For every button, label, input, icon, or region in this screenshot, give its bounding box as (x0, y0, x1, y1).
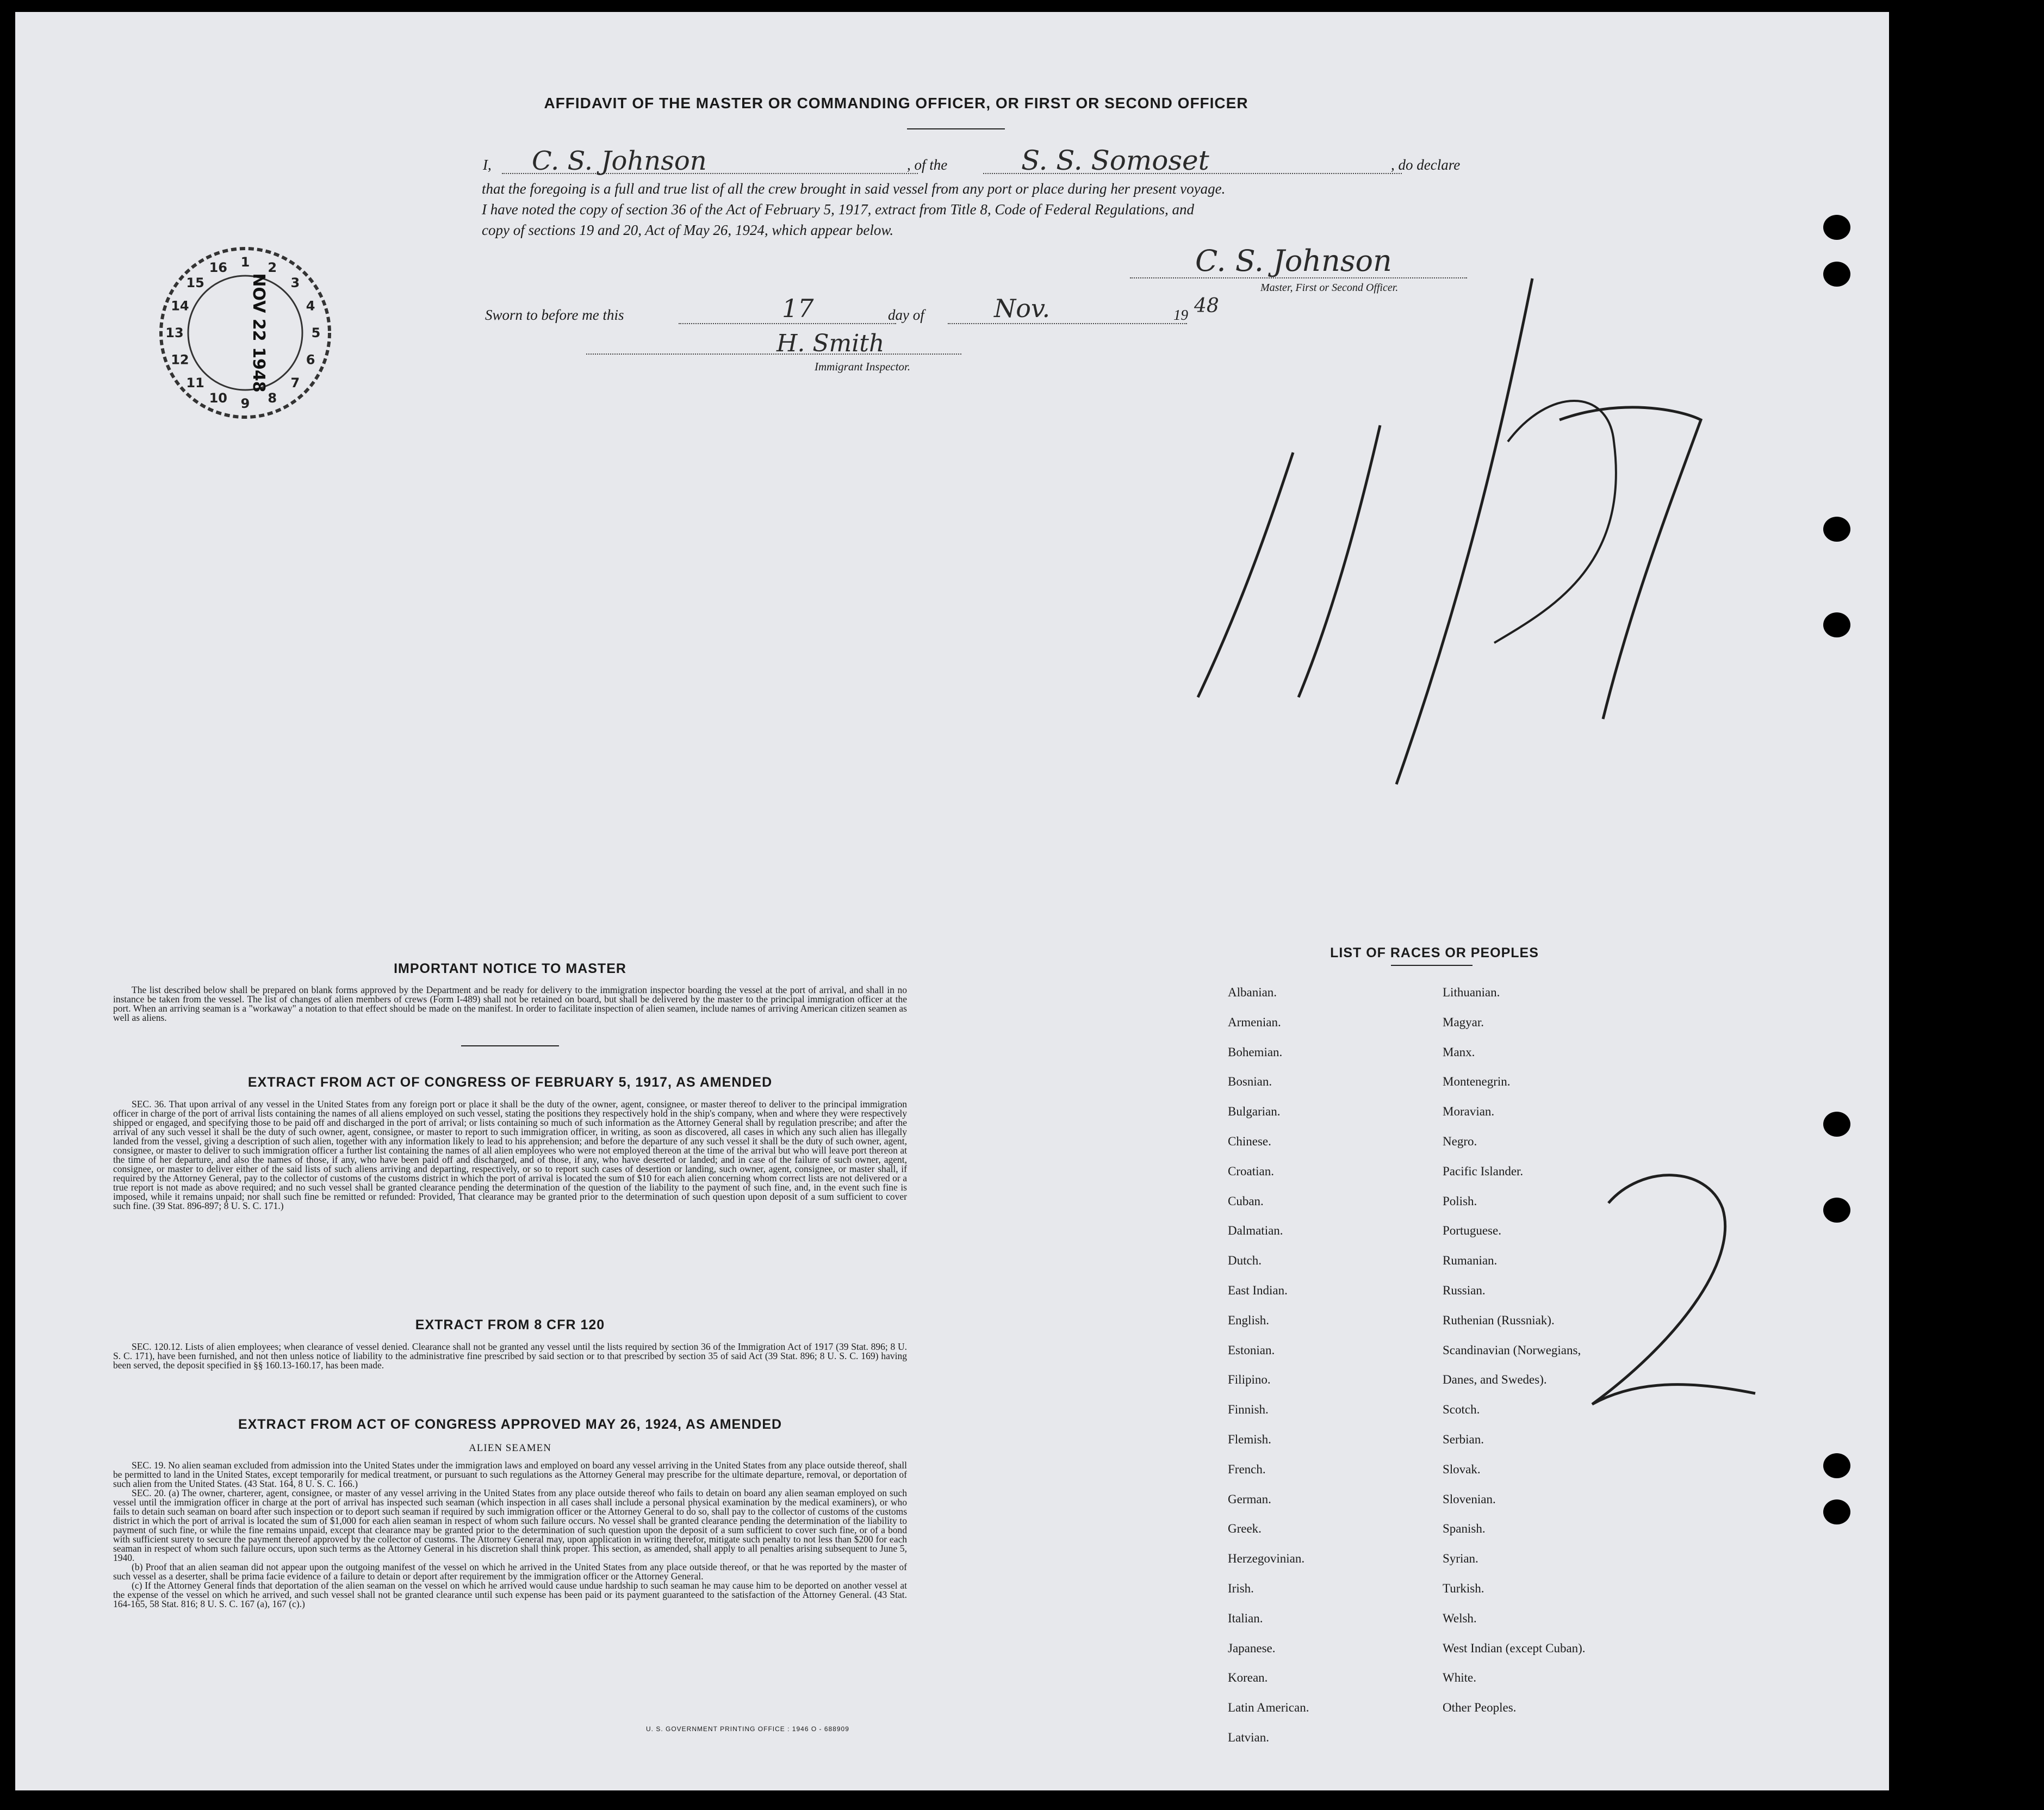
handwritten-number-1117 (1157, 262, 1782, 795)
race-item: Manx. (1443, 1045, 1475, 1059)
race-item: Serbian. (1443, 1432, 1484, 1446)
day-line (679, 323, 896, 324)
race-item: Bohemian. (1228, 1045, 1283, 1059)
inspector-line (586, 354, 961, 355)
sec-20b-paragraph: (b) Proof that an alien seaman did not appear upon the outgoing manifest of the vessel on which he arrived in the United States from any place outside thereof, or that he was reported by the master of such vessel as a deserter, shall be prima facie evidence of a failure to detain or deport after requirement by the immigration officer or the Attorney General. (113, 1561, 907, 1582)
race-item: Scandinavian (Norwegians, (1443, 1343, 1581, 1357)
notice-text (113, 985, 907, 1022)
race-item: Slovak. (1443, 1462, 1481, 1476)
stamp-ring-number: 3 (290, 275, 300, 291)
race-item: East Indian. (1228, 1283, 1288, 1297)
sworn-label: Sworn to before me this (485, 307, 624, 323)
sec-36-paragraph: SEC. 36. That upon arrival of any vessel in the United States from any foreign port or place it shall be the duty of the owner, agent, consignee, or master thereof to deliver to the principal immigration officer in charge of the port of arrival lists containing the names of all aliens employed on such vessel, stating the positions they respectively hold in the ship's company, when and where they were respectively shipped or engaged, and specifying those to be paid off and discharged in the port of arrival; or lists containing so much of such information as the Attorney General shall by regulation prescribe; and after the arrival of any such vessel it shall be the duty of such owner, agent, consignee, or master to report to such immigration officer, in writing, as soon as discovered, all cases in which any such alien has illegally landed from the vessel, giving a description of such alien, together with any information likely to lead to his apprehension; and before the departure of any such vessel it shall be the duty of such owner, agent, consignee, or master to deliver to such immigration officer a further list containing the names of all alien employees who were not employed thereon at the time of the arrival but who will leave port thereon at the time of her departure, and also the names of those, if any, who have been paid off and discharged, and of those, if any, who have deserted or landed; and in case of the failure of such owner, agent, consignee, or master to deliver either of the said lists of such aliens arriving and departing, respectively, or so to report such cases of desertion or landing, such owner, agent, consignee, or master shall, if required by the Attorney General, pay to the collector of customs of the customs district in which the port of arrival is located the sum of $10 for each alien concerning whom correct lists are not delivered or a true report is not made as above required; and no such vessel shall be granted clearance pending the determination of the question of the liability to the payment of such fine, and, in the event such fine is imposed, while it remains unpaid; nor shall such fine be remitted or refunded: Provided, That clearance may be granted prior to the determination of such question upon deposit of a sum sufficient to cover such fine. (39 Stat. 896-897; 8 U. S. C. 171.) (113, 1099, 907, 1211)
race-item: Estonian. (1228, 1343, 1275, 1357)
race-item: Montenegrin. (1443, 1075, 1511, 1089)
affidavit-do-declare: , do declare (1391, 157, 1461, 173)
race-item: Scotch. (1443, 1403, 1480, 1417)
race-item: Bosnian. (1228, 1075, 1272, 1089)
race-item: Italian. (1228, 1611, 1263, 1625)
affidavit-i-label: I, (483, 157, 492, 173)
notice-paragraph: The list described below shall be prepared on blank forms approved by the Department and be ready for delivery to the immigration inspector boarding the vessel at the port of arrival, and shall in no instance be taken from the vessel. The list of changes of alien members of crews (Form I-489) shall not be retained on board, but shall be delivered by the master to the principal immigration officer at the port. When an arriving seaman is a "workaway" a notation to that effect should be made on the manifest. In order to facilitate inspection of alien seamen, include names of arriving American citizen seamen as well as aliens. (113, 984, 907, 1023)
affidavit-line-3: I have noted the copy of section 36 of the Act of February 5, 1917, extract from Title 8, Code of Federal Regulations, and (482, 201, 1195, 218)
race-item: Korean. (1228, 1671, 1268, 1685)
race-item: Moravian. (1443, 1105, 1495, 1119)
race-item: Dalmatian. (1228, 1224, 1283, 1238)
race-item: Portuguese. (1443, 1224, 1501, 1238)
inspector-signature: H. Smith (776, 330, 885, 357)
stamp-ring-number: 9 (240, 396, 250, 411)
extract-1924-text (113, 1461, 907, 1609)
race-item: White. (1443, 1671, 1476, 1685)
race-item: Slovenian. (1443, 1492, 1496, 1506)
handwritten-mark-2 (1576, 1170, 1766, 1421)
races-column-1 (1228, 985, 1309, 1761)
race-item: Japanese. (1228, 1641, 1276, 1655)
punch-hole (1823, 1198, 1850, 1223)
stamp-ring-number: 7 (290, 375, 300, 390)
manifest-page (15, 12, 1889, 1790)
race-item: Filipino. (1228, 1373, 1271, 1387)
race-item: Russian. (1443, 1283, 1486, 1297)
race-item: English. (1228, 1313, 1270, 1327)
race-item: Syrian. (1443, 1552, 1478, 1566)
race-item: Croatian. (1228, 1164, 1274, 1178)
race-item: Finnish. (1228, 1403, 1269, 1417)
punch-hole (1823, 517, 1850, 542)
race-item: Turkish. (1443, 1581, 1484, 1595)
race-item: Irish. (1228, 1581, 1254, 1595)
affidavit-title: AFFIDAVIT OF THE MASTER OR COMMANDING OFFICER, OR FIRST OR SECOND OFFICER (544, 95, 1248, 111)
race-item: Latvian. (1228, 1730, 1269, 1744)
race-item: West Indian (except Cuban). (1443, 1641, 1586, 1655)
punch-hole (1823, 612, 1850, 637)
races-title: LIST OF RACES OR PEOPLES (1330, 945, 1539, 960)
races-column-2 (1443, 985, 1586, 1731)
race-item: Negro. (1443, 1134, 1477, 1148)
stamp-ring-number: 16 (209, 259, 228, 275)
immigration-date-stamp (156, 243, 335, 423)
race-item: Greek. (1228, 1522, 1262, 1536)
race-item: Cuban. (1228, 1194, 1264, 1208)
race-item: Welsh. (1443, 1611, 1477, 1625)
race-item: Herzegovinian. (1228, 1552, 1305, 1566)
race-item: French. (1228, 1462, 1266, 1476)
stamp-ring-number: 12 (171, 352, 189, 368)
race-item: German. (1228, 1492, 1271, 1506)
stamp-ring-number: 4 (306, 298, 315, 314)
affidavit-of-the: , of the (907, 157, 948, 173)
stamp-ring-number: 5 (311, 325, 321, 340)
race-item: Magyar. (1443, 1015, 1484, 1029)
races-rule (1391, 965, 1473, 966)
race-item: Bulgarian. (1228, 1105, 1281, 1119)
extract-1917-title: EXTRACT FROM ACT OF CONGRESS OF FEBRUARY 5, 1917, AS AMENDED (247, 1075, 773, 1090)
punch-hole (1823, 1112, 1850, 1137)
stamp-ring-number: 15 (186, 275, 204, 291)
alien-seamen-subtitle: ALIEN SEAMEN (469, 1442, 551, 1454)
inspector-caption: Immigrant Inspector. (815, 360, 911, 373)
affidavit-line-4: copy of sections 19 and 20, Act of May 26, 1924, which appear below. (482, 222, 894, 238)
signature-caption: Master, First or Second Officer. (1260, 282, 1399, 294)
race-item: Flemish. (1228, 1432, 1271, 1446)
master-signature: C. S. Johnson (1195, 244, 1392, 278)
sworn-month: Nov. (994, 294, 1051, 323)
punch-hole (1823, 1453, 1850, 1478)
punch-hole (1823, 215, 1850, 240)
stamp-ring-number: 6 (306, 352, 315, 368)
race-item: Latin American. (1228, 1701, 1309, 1715)
sec-20c-paragraph: (c) If the Attorney General finds that deportation of the alien seaman on the vessel on which he arrived would cause undue hardship to such seaman he may cause him to be deported on another vessel at the expense of the vessel on which he arrived, and such vessel shall not be granted clearance until such expense has been paid or its payment guaranteed to the satisfaction of the Attorney General. (43 Stat. 164-165, 58 Stat. 816; 8 U. S. C. 167 (a), 167 (c).) (113, 1580, 907, 1609)
notice-rule (461, 1045, 559, 1046)
stamp-ring-number: 11 (186, 375, 204, 390)
day-of-label: day of (888, 307, 924, 323)
race-item: Danes, and Swedes). (1443, 1373, 1547, 1387)
race-item: Armenian. (1228, 1015, 1281, 1029)
race-item: Lithuanian. (1443, 985, 1500, 999)
race-item: Dutch. (1228, 1254, 1262, 1268)
race-item: Pacific Islander. (1443, 1164, 1524, 1178)
race-item: Ruthenian (Russniak). (1443, 1313, 1555, 1327)
stamp-ring-number: 2 (268, 259, 277, 275)
vessel-name-handwritten: S. S. Somoset (1021, 145, 1209, 176)
sec-20a-paragraph: SEC. 20. (a) The owner, charterer, agent, consignee, or master of any vessel arriving in the United States from any place outside thereof who fails to detain on board any alien seaman employed on such vessel until the immigration officer in charge at the port of arrival has inspected such seaman (which inspection in all cases shall include a personal physical examination by the medical examiners), or who fails to detain such seaman on board after such inspection or to deport such seaman if required by such immigration officer or the Attorney General to do so, shall pay to the collector of customs of the customs district in which the port of arrival is located the sum of $1,000 for each alien seaman in respect of whom such failure occurs. No vessel shall be granted clearance pending the determination of the liability to payment of such fine, or while the fine remains unpaid, except that clearance may be granted prior to the determination of such question upon the deposit of a sum sufficient to cover such fine, or of a bond with sufficient surety to secure the payment thereof approved by the collector of customs. The Attorney General may, upon application in writing therefor, mitigate such penalty to not less than $200 for each seaman in respect of whom such failure occurs, upon such terms as the Attorney General in his discretion shall think proper. This section, as amended, shall apply to all penalties arising subsequent to June 5, 1940. (113, 1487, 907, 1563)
extract-1917-text (113, 1100, 907, 1211)
race-item: Albanian. (1228, 985, 1277, 999)
printer-imprint: U. S. GOVERNMENT PRINTING OFFICE : 1946 O - 688909 (646, 1725, 849, 1733)
race-item: Spanish. (1443, 1522, 1486, 1536)
notice-title: IMPORTANT NOTICE TO MASTER (394, 961, 626, 976)
race-item: Chinese. (1228, 1134, 1271, 1148)
month-line (948, 323, 1187, 324)
stamp-ring-number: 1 (240, 255, 250, 270)
sworn-day: 17 (782, 294, 814, 323)
race-item: Other Peoples. (1443, 1701, 1517, 1715)
stamp-ring-number: 8 (268, 390, 277, 406)
affidavit-line-2: that the foregoing is a full and true list of all the crew brought in said vessel from any port or place during her present voyage. (482, 181, 1226, 197)
sec-19-paragraph: SEC. 19. No alien seaman excluded from admission into the United States under the immigration laws and employed on board any vessel arriving in the United States from any place outside thereof, shall be permitted to land in the United States, except temporarily for medical treatment, or pursuant to such regulations as the Attorney General may prescribe for the ultimate departure, removal, or deportation of such alien from the United States. (43 Stat. 164, 8 U. S. C. 166.) (113, 1460, 907, 1489)
punch-hole (1823, 262, 1850, 287)
master-name-handwritten: C. S. Johnson (532, 146, 707, 176)
punch-hole (1823, 1499, 1850, 1524)
extract-1924-title: EXTRACT FROM ACT OF CONGRESS APPROVED MAY 26, 1924, AS AMENDED (238, 1417, 782, 1432)
extract-cfr-text (113, 1342, 907, 1370)
sec-120-12-paragraph: SEC. 120.12. Lists of alien employees; when clearance of vessel denied. Clearance shall not be granted any vessel until the lists required by section 36 of the Immigration Act of 1917 (39 Stat. 896; 8 U. S. C. 171), have been furnished, and not then unless notice of liability to the administrative fine prescribed by said section or to that prescribed by section 35 of said Act (39 Stat. 896; 8 U. S. C. 169) having been served, the deposit specified in §§ 160.13-160.17, has been made. (113, 1341, 907, 1371)
stamp-ring-number: 10 (209, 390, 228, 406)
title-rule (907, 128, 1005, 129)
stamp-date: NOV 22 1948 (249, 273, 268, 393)
extract-cfr-title: EXTRACT FROM 8 CFR 120 (415, 1317, 605, 1332)
stamp-ring-number: 13 (165, 325, 184, 340)
stamp-ring-number: 14 (171, 298, 189, 314)
year-suffix: 48 (1194, 295, 1219, 317)
race-item: Polish. (1443, 1194, 1477, 1208)
year-prefix: 19 (1173, 307, 1188, 323)
race-item: Rumanian. (1443, 1254, 1498, 1268)
